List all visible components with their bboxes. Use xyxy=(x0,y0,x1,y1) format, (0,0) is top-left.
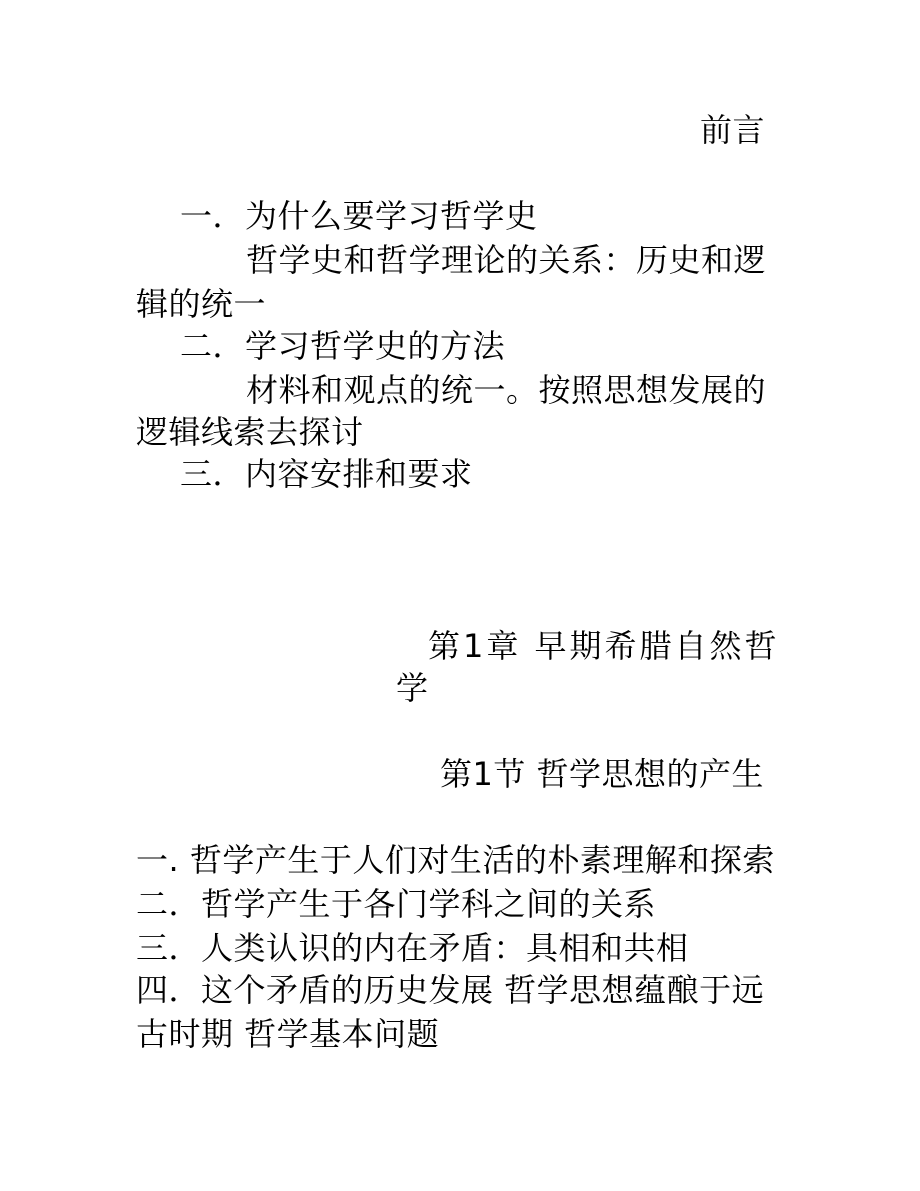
chapter-title-line-1: 第1章 早期希腊自然哲 xyxy=(428,627,780,665)
preface-item-3-heading: 三．内容安排和要求 xyxy=(180,455,473,493)
preface-item-2-body-line-1: 材料和观点的统一。按照思想发展的 xyxy=(246,371,767,409)
preface-item-2-body-line-2: 逻辑线索去探讨 xyxy=(136,413,364,451)
chapter-title-line-2: 学 xyxy=(396,669,432,707)
preface-item-2-heading: 二．学习哲学史的方法 xyxy=(180,327,506,365)
chapter-point-1: 一. 哲学产生于人们对生活的朴素理解和探索 xyxy=(136,841,775,879)
preface-item-1-heading: 一．为什么要学习哲学史 xyxy=(180,197,538,235)
preface-item-1-body-line-1: 哲学史和哲学理论的关系：历史和逻 xyxy=(246,241,767,279)
chapter-point-4: 四．这个矛盾的历史发展 哲学思想蕴酿于远 xyxy=(136,971,765,1009)
preface-title: 前言 xyxy=(700,111,766,149)
section-title: 第1节 哲学思想的产生 xyxy=(440,755,765,793)
chapter-point-3: 三．人类认识的内在矛盾：具相和共相 xyxy=(136,929,689,967)
preface-item-1-body-line-2: 辑的统一 xyxy=(136,285,267,323)
chapter-point-2: 二．哲学产生于各门学科之间的关系 xyxy=(136,885,657,923)
chapter-point-4-continued: 古时期 哲学基本问题 xyxy=(136,1015,440,1053)
